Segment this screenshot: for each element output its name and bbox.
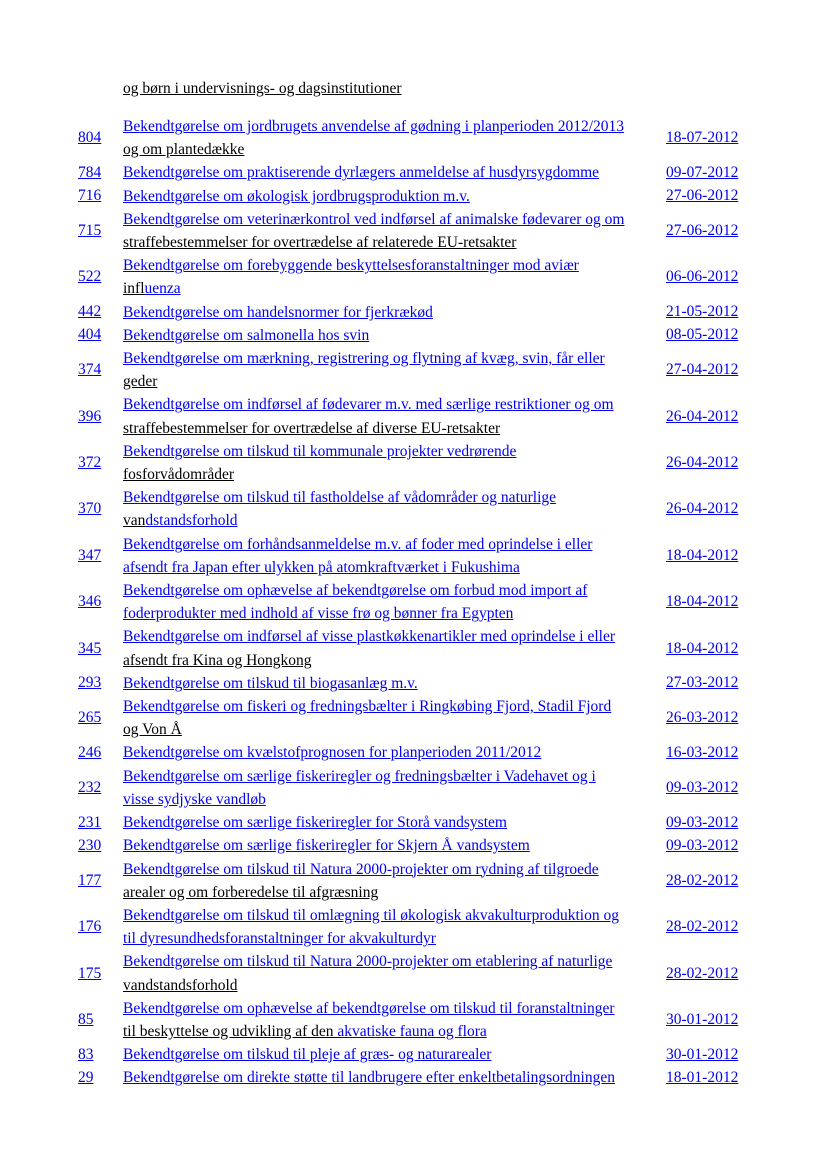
- regulation-title-cell: [123, 393, 666, 439]
- regulation-number-link[interactable]: 347: [78, 546, 102, 564]
- table-row: [78, 625, 746, 671]
- regulation-date-cell: [666, 115, 746, 161]
- regulation-number-link[interactable]: 522: [78, 268, 102, 286]
- regulation-number-cell: [78, 741, 123, 764]
- regulation-title-cell: [123, 440, 666, 486]
- regulation-title-continuation-link[interactable]: visse sydjyske vandløb: [123, 790, 266, 808]
- regulation-number-link[interactable]: 177: [78, 871, 102, 889]
- regulation-number-cell: [78, 625, 123, 671]
- regulation-date-link[interactable]: 18-04-2012: [666, 639, 739, 657]
- regulation-title-cell: [123, 324, 666, 347]
- regulation-title-cell: [123, 858, 666, 904]
- regulation-title-cell: [123, 625, 666, 671]
- regulation-number-link[interactable]: 804: [78, 129, 102, 147]
- regulation-date-link[interactable]: 27-03-2012: [666, 674, 739, 692]
- regulation-title-continuation: [123, 718, 666, 741]
- regulation-date-link[interactable]: 06-06-2012: [666, 268, 739, 286]
- table-row: [78, 161, 746, 184]
- regulation-date-link[interactable]: 28-02-2012: [666, 871, 739, 889]
- regulation-title-cell: [123, 486, 666, 532]
- table-row: [78, 115, 746, 161]
- table-row: [78, 950, 746, 996]
- regulation-number-link[interactable]: 230: [78, 836, 102, 854]
- regulation-date-cell: [666, 533, 746, 579]
- regulation-date-link[interactable]: 18-04-2012: [666, 546, 739, 564]
- regulation-date-cell: [666, 301, 746, 324]
- regulation-number-cell: [78, 1043, 123, 1066]
- regulation-title-link[interactable]: Bekendtgørelse om direkte støtte til landbrugere efter enkeltbetalingsordningen: [123, 1069, 615, 1087]
- regulation-number-link[interactable]: 396: [78, 407, 102, 425]
- regulation-number-cell: [78, 997, 123, 1043]
- regulation-title-cell: [123, 254, 666, 300]
- regulation-date-link[interactable]: 08-05-2012: [666, 326, 739, 344]
- regulation-title-link[interactable]: Bekendtgørelse om ophævelse af bekendtgørelse om forbud mod import af: [123, 582, 588, 600]
- table-row: [78, 254, 746, 300]
- regulation-number-link[interactable]: 370: [78, 500, 102, 518]
- regulation-date-cell: [666, 695, 746, 741]
- regulation-title-continuation-visited[interactable]: straffebestemmelser for overtrædelse af diverse EU-retsakter: [123, 419, 501, 437]
- regulation-number-link[interactable]: 232: [78, 778, 102, 796]
- regulation-title-continuation-link[interactable]: foderprodukter med indhold af visse frø og bønner fra Egypten: [123, 605, 514, 623]
- regulation-number-link[interactable]: 83: [78, 1045, 94, 1063]
- regulation-title-link[interactable]: Bekendtgørelse om jordbrugets anvendelse af gødning i planperioden 2012/2013: [123, 118, 625, 135]
- regulation-title-link[interactable]: Bekendtgørelse om særlige fiskeriregler og fredningsbælter i Vadehavet og i: [123, 767, 596, 785]
- regulation-title-link[interactable]: Bekendtgørelse om særlige fiskeriregler for Skjern Å vandsystem: [123, 837, 530, 855]
- regulation-title-continuation-visited[interactable]: afsendt fra Kina og Hongkong: [123, 651, 312, 669]
- regulation-title-link[interactable]: Bekendtgørelse om tilskud til fastholdelse af vådområder og naturlige: [123, 489, 557, 507]
- regulation-number-link[interactable]: 404: [78, 326, 102, 344]
- regulation-title-link[interactable]: Bekendtgørelse om ophævelse af bekendtgørelse om tilskud til foranstaltninger: [123, 999, 615, 1017]
- regulation-number-cell: [78, 579, 123, 625]
- regulation-title-cell: [123, 301, 666, 324]
- regulation-date-cell: [666, 486, 746, 532]
- regulation-date-cell: [666, 765, 746, 811]
- regulations-table: [78, 115, 746, 1090]
- regulation-date-link[interactable]: 27-06-2012: [666, 187, 739, 205]
- regulation-title-cell: [123, 347, 666, 393]
- regulation-title-link[interactable]: Bekendtgørelse om kvælstofprognosen for planperioden 2011/2012: [123, 744, 542, 762]
- regulation-title-link[interactable]: Bekendtgørelse om tilskud til pleje af græs- og naturarealer: [123, 1046, 492, 1064]
- regulation-date-cell: [666, 1043, 746, 1066]
- regulation-title-continuation-visited[interactable]: infl: [123, 280, 145, 298]
- table-row: [78, 1043, 746, 1066]
- regulation-title-continuation-link[interactable]: afsendt fra Japan efter ulykken på atomkraftværket i Fukushima: [123, 558, 520, 576]
- table-row: [78, 347, 746, 393]
- regulation-date-link[interactable]: 26-03-2012: [666, 709, 739, 727]
- continuation-text: og børn i undervisnings- og dagsinstitutioner: [123, 80, 402, 97]
- regulation-title-continuation: [123, 602, 666, 625]
- regulation-number-link[interactable]: 374: [78, 361, 102, 379]
- regulation-title-link[interactable]: Bekendtgørelse om fiskeri og fredningsbælter i Ringkøbing Fjord, Stadil Fjord: [123, 698, 612, 716]
- regulation-number-link[interactable]: 345: [78, 639, 102, 657]
- regulation-title-link[interactable]: Bekendtgørelse om praktiserende dyrlægers anmeldelse af husdyrsygdomme: [123, 164, 600, 182]
- regulation-title-continuation: [123, 509, 666, 532]
- regulation-date-link[interactable]: 09-03-2012: [666, 836, 739, 854]
- regulation-title-continuation: [123, 974, 666, 997]
- regulation-title-cell: [123, 1043, 666, 1066]
- table-row: [78, 1066, 746, 1089]
- regulation-date-link[interactable]: 30-01-2012: [666, 1045, 739, 1063]
- regulation-title-continuation-link[interactable]: dstandsforhold: [145, 512, 238, 530]
- regulation-number-cell: [78, 324, 123, 347]
- regulation-number-cell: [78, 811, 123, 834]
- regulation-date-link[interactable]: 21-05-2012: [666, 303, 739, 321]
- regulation-title-link[interactable]: Bekendtgørelse om salmonella hos svin: [123, 326, 370, 344]
- regulation-number-link[interactable]: 246: [78, 744, 102, 762]
- table-row: [78, 440, 746, 486]
- regulation-date-link[interactable]: 09-07-2012: [666, 164, 739, 181]
- regulation-number-cell: [78, 858, 123, 904]
- regulation-date-cell: [666, 811, 746, 834]
- regulation-title-continuation: [123, 649, 666, 672]
- regulation-title-link[interactable]: Bekendtgørelse om tilskud til Natura 2000-projekter om etablering af naturlige: [123, 953, 613, 971]
- regulation-number-link[interactable]: 784: [78, 164, 102, 181]
- regulation-date-link[interactable]: 26-04-2012: [666, 454, 739, 472]
- regulation-title-link[interactable]: Bekendtgørelse om tilskud til biogasanlæg m.v.: [123, 674, 418, 692]
- regulation-title-cell: [123, 811, 666, 834]
- regulation-title-cell: [123, 579, 666, 625]
- regulation-date-link[interactable]: 18-07-2012: [666, 129, 739, 147]
- regulation-title-link[interactable]: Bekendtgørelse om indførsel af fødevarer m.v. med særlige restriktioner og om: [123, 396, 614, 414]
- regulation-title-continuation-visited[interactable]: straffebestemmelser for overtrædelse af relaterede EU-retsakter: [123, 234, 517, 252]
- regulation-title-continuation: [123, 138, 666, 161]
- regulation-title-link[interactable]: Bekendtgørelse om særlige fiskeriregler for Storå vandsystem: [123, 814, 507, 832]
- regulation-title-cell: [123, 950, 666, 996]
- regulation-number-link[interactable]: 265: [78, 709, 102, 727]
- regulation-title-continuation-link[interactable]: uenza: [144, 280, 181, 298]
- regulation-number-link[interactable]: 85: [78, 1010, 94, 1028]
- regulation-title-cell: [123, 533, 666, 579]
- regulation-date-link[interactable]: 27-04-2012: [666, 361, 739, 379]
- regulation-title-link[interactable]: Bekendtgørelse om tilskud til Natura 2000-projekter om rydning af tilgroede: [123, 860, 599, 878]
- regulation-title-continuation-visited[interactable]: vandstandsforhold: [123, 976, 238, 994]
- regulation-number-link[interactable]: 346: [78, 593, 102, 611]
- regulation-date-cell: [666, 858, 746, 904]
- regulation-title-continuation: [123, 881, 666, 904]
- regulation-title-continuation-visited[interactable]: og om plantedække: [123, 141, 245, 159]
- regulation-number-cell: [78, 672, 123, 695]
- table-row: [78, 185, 746, 208]
- regulation-date-link[interactable]: 28-02-2012: [666, 918, 739, 936]
- regulation-date-link[interactable]: 18-01-2012: [666, 1068, 739, 1086]
- regulation-date-link[interactable]: 18-04-2012: [666, 593, 739, 611]
- regulation-title-continuation: [123, 370, 666, 393]
- regulation-title-cell: [123, 834, 666, 857]
- regulation-number-cell: [78, 695, 123, 741]
- regulation-number-link[interactable]: 372: [78, 454, 102, 472]
- regulation-title-cell: [123, 185, 666, 208]
- table-row: [78, 486, 746, 532]
- regulation-title-continuation: [123, 927, 666, 950]
- regulation-number-link[interactable]: 231: [78, 813, 102, 831]
- regulation-title-cell: [123, 672, 666, 695]
- table-row: [78, 533, 746, 579]
- table-row: [78, 997, 746, 1043]
- table-row: [78, 579, 746, 625]
- regulation-title-continuation: [123, 277, 666, 300]
- regulation-number-link[interactable]: 175: [78, 964, 102, 982]
- regulation-title-link[interactable]: Bekendtgørelse om tilskud til kommunale projekter vedrørende: [123, 442, 517, 460]
- regulation-number-cell: [78, 486, 123, 532]
- table-row: [78, 858, 746, 904]
- table-row: [78, 208, 746, 254]
- regulation-title-cell: [123, 115, 666, 161]
- regulation-date-cell: [666, 324, 746, 347]
- regulation-number-link[interactable]: 176: [78, 918, 102, 936]
- regulation-number-cell: [78, 161, 123, 184]
- table-row: [78, 695, 746, 741]
- regulation-title-continuation: [123, 788, 666, 811]
- regulation-date-link[interactable]: 30-01-2012: [666, 1010, 739, 1028]
- regulation-number-cell: [78, 834, 123, 857]
- regulation-number-cell: [78, 1066, 123, 1089]
- regulation-title-continuation-visited[interactable]: van: [123, 512, 146, 530]
- regulation-date-link[interactable]: 28-02-2012: [666, 964, 739, 982]
- regulation-date-cell: [666, 997, 746, 1043]
- regulation-number-cell: [78, 347, 123, 393]
- regulation-title-cell: [123, 161, 666, 184]
- regulation-date-cell: [666, 741, 746, 764]
- regulation-title-continuation: [123, 463, 666, 486]
- regulation-title-continuation-link[interactable]: akvatiske fauna og flora: [337, 1022, 487, 1040]
- regulation-title-cell: [123, 904, 666, 950]
- regulation-number-cell: [78, 950, 123, 996]
- regulation-title-link[interactable]: Bekendtgørelse om forhåndsanmeldelse m.v. af foder med oprindelse i eller: [123, 535, 593, 553]
- regulation-number-cell: [78, 208, 123, 254]
- table-row: [78, 811, 746, 834]
- regulation-number-link[interactable]: 716: [78, 187, 102, 205]
- regulation-date-cell: [666, 579, 746, 625]
- regulation-date-cell: [666, 625, 746, 671]
- regulation-number-cell: [78, 115, 123, 161]
- regulation-date-cell: [666, 440, 746, 486]
- regulation-title-link[interactable]: Bekendtgørelse om forebyggende beskyttelsesforanstaltninger mod aviær: [123, 257, 579, 275]
- regulation-number-link[interactable]: 293: [78, 674, 102, 692]
- regulation-title-link[interactable]: Bekendtgørelse om handelsnormer for fjerkrækød: [123, 303, 433, 321]
- regulation-title-link[interactable]: Bekendtgørelse om mærkning, registrering og flytning af kvæg, svin, får eller: [123, 350, 605, 368]
- regulation-title-cell: [123, 695, 666, 741]
- regulation-date-link[interactable]: 09-03-2012: [666, 778, 739, 796]
- regulation-date-link[interactable]: 09-03-2012: [666, 813, 739, 831]
- regulation-title-continuation: [123, 1020, 666, 1043]
- regulation-title-continuation: [123, 556, 666, 579]
- regulation-number-cell: [78, 301, 123, 324]
- regulation-title-continuation-visited[interactable]: geder: [123, 373, 158, 391]
- table-row: [78, 904, 746, 950]
- regulation-title-cell: [123, 208, 666, 254]
- regulation-title-continuation-link[interactable]: til dyresundhedsforanstaltninger for akvakulturdyr: [123, 930, 436, 948]
- regulation-date-cell: [666, 161, 746, 184]
- table-row: [78, 765, 746, 811]
- regulation-number-cell: [78, 765, 123, 811]
- regulation-date-cell: [666, 254, 746, 300]
- table-row: [78, 301, 746, 324]
- regulation-date-link[interactable]: 26-04-2012: [666, 500, 739, 518]
- regulation-date-cell: [666, 393, 746, 439]
- regulation-date-link[interactable]: 26-04-2012: [666, 407, 739, 425]
- regulation-date-cell: [666, 950, 746, 996]
- regulation-title-link[interactable]: Bekendtgørelse om indførsel af visse plastkøkkenartikler med oprindelse i eller: [123, 628, 615, 646]
- table-row: [78, 834, 746, 857]
- regulation-title-continuation-visited[interactable]: til beskyttelse og udvikling af den: [123, 1022, 338, 1040]
- regulation-title-continuation-visited[interactable]: arealer og om forberedelse til afgræsning: [123, 883, 379, 901]
- regulation-number-link[interactable]: 442: [78, 303, 102, 321]
- regulation-date-cell: [666, 208, 746, 254]
- regulation-date-link[interactable]: 16-03-2012: [666, 744, 739, 762]
- regulation-number-cell: [78, 254, 123, 300]
- regulation-date-cell: [666, 1066, 746, 1089]
- table-row: [78, 741, 746, 764]
- regulation-date-cell: [666, 904, 746, 950]
- regulation-title-cell: [123, 997, 666, 1043]
- regulation-number-cell: [78, 904, 123, 950]
- regulation-number-link[interactable]: 715: [78, 222, 102, 240]
- regulation-title-link[interactable]: Bekendtgørelse om økologisk jordbrugsproduktion m.v.: [123, 187, 470, 205]
- regulation-title-link[interactable]: Bekendtgørelse om tilskud til omlægning til økologisk akvakulturproduktion og: [123, 906, 619, 924]
- regulation-title-link[interactable]: Bekendtgørelse om veterinærkontrol ved indførsel af animalske fødevarer og om: [123, 210, 625, 228]
- regulation-date-link[interactable]: 27-06-2012: [666, 222, 739, 240]
- regulation-title-continuation: [123, 417, 666, 440]
- regulation-date-cell: [666, 347, 746, 393]
- regulation-title-continuation: [123, 231, 666, 254]
- regulation-title-cell: [123, 1066, 666, 1089]
- table-row: [78, 324, 746, 347]
- regulation-number-link[interactable]: 29: [78, 1068, 94, 1086]
- regulation-date-cell: [666, 834, 746, 857]
- regulation-date-cell: [666, 672, 746, 695]
- regulation-number-cell: [78, 440, 123, 486]
- regulation-number-cell: [78, 393, 123, 439]
- regulation-number-cell: [78, 185, 123, 208]
- regulation-title-cell: [123, 765, 666, 811]
- regulation-title-cell: [123, 741, 666, 764]
- regulation-title-continuation-visited[interactable]: fosforvådområder: [123, 466, 235, 484]
- regulation-date-cell: [666, 185, 746, 208]
- table-row: [78, 393, 746, 439]
- regulation-number-cell: [78, 533, 123, 579]
- regulation-title-continuation-visited[interactable]: og Von Å: [123, 721, 182, 739]
- table-row: [78, 672, 746, 695]
